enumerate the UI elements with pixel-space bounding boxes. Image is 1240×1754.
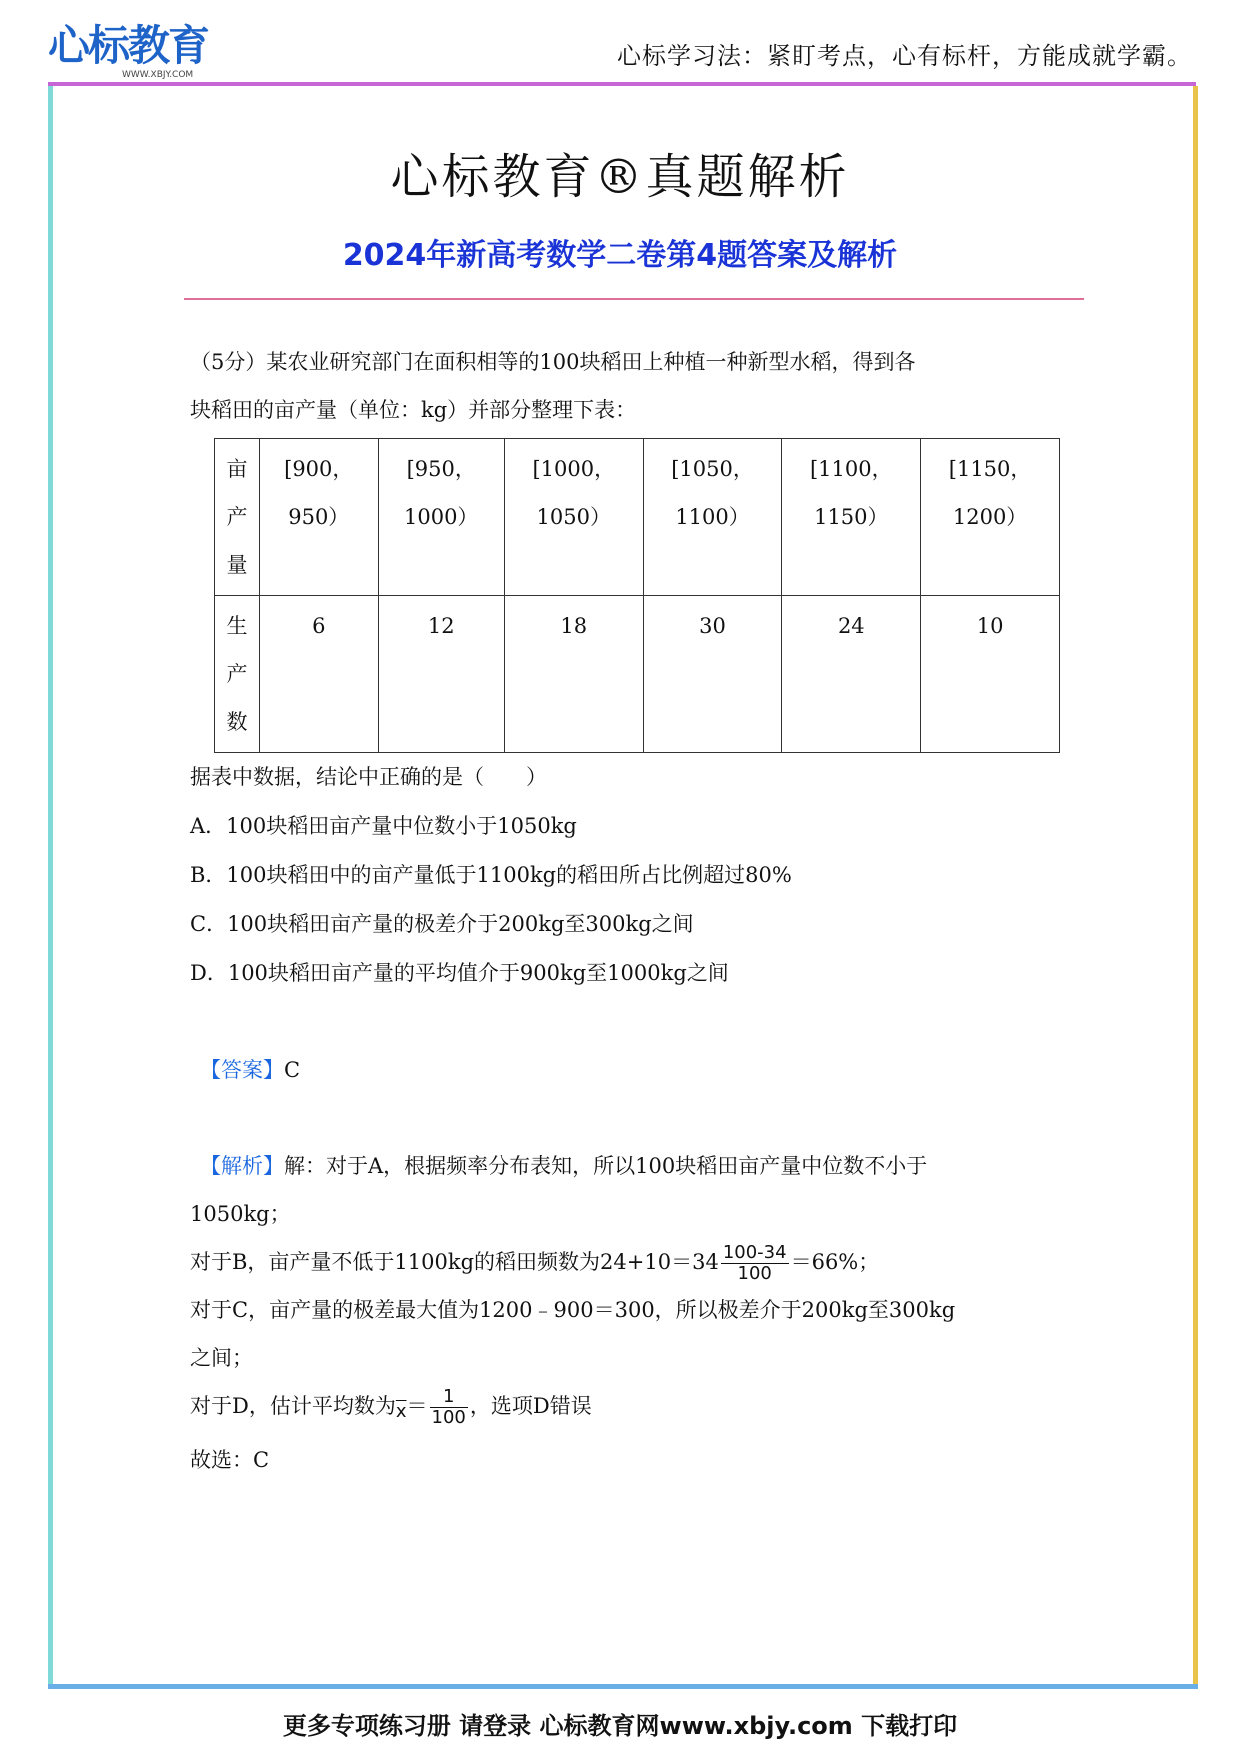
title-divider [184,298,1084,300]
option-a: A．100块稻田亩产量中位数小于1050kg [190,814,577,838]
table-cell: 24 [782,596,921,753]
options-list [190,753,1060,998]
table-row-header: 生 产 数 [215,596,260,753]
bottom-divider [48,1684,1198,1689]
table-cell: [1150， 1200） [921,439,1060,596]
table-cell: 10 [921,596,1060,753]
fraction: $\frac{1}{100}$ [431,1386,466,1428]
conclusion-line: 故选：C [190,1448,270,1472]
x-bar-symbol: $\overline{x}$ [395,1401,407,1422]
top-divider [48,82,1196,86]
analysis-line: 【解析】解：对于A，根据频率分布表知，所以100块稻田亩产量中位数不小于 [200,1154,928,1178]
page-title: 心标教育®真题解析 [390,149,850,205]
table-cell: [1100， 1150） [782,439,921,596]
page-subtitle: 2024年新高考数学二卷第4题答案及解析 [342,238,898,273]
right-border [1193,86,1198,1684]
option-c: C．100块稻田亩产量的极差介于200kg至300kg之间 [190,912,694,936]
table-cell: [1000， 1050） [504,439,643,596]
table-cell: 12 [378,596,504,753]
answer-value: C [284,1058,301,1082]
table-cell: 18 [504,596,643,753]
question-line: 块稻田的亩产量（单位：kg）并部分整理下表： [190,398,637,422]
table-cell: [900， 950） [260,439,379,596]
table-row [215,596,1060,753]
question-prompt: 据表中数据，结论中正确的是（ ） [190,765,547,789]
fraction: $\frac{100-34}{100}$ [722,1242,787,1284]
answer-label: 【答案】 [200,1058,284,1082]
footer-text: 更多专项练习册 请登录 心标教育网www.xbjy.com 下载打印 [282,1712,958,1740]
logo [48,21,218,84]
header-slogan: 心标学习法：紧盯考点，心有标杆，方能成就学霸。 [617,42,1192,70]
table-cell: [1050， 1100） [643,439,782,596]
table-cell: 30 [643,596,782,753]
table-cell: [950， 1000） [378,439,504,596]
analysis-line: 对于D，估计平均数为$\overline{x}=$ $\frac{1}{100}$ ，选项D错误 [190,1382,1060,1436]
table-row-header: 亩 产 量 [215,439,260,596]
logo-text: 心标教育 [48,21,209,70]
analysis-line: 对于B，亩产量不低于1100kg的稻田频数为24+10＝34 $\frac{100-34}{100}$ ＝66%； [190,1242,880,1284]
analysis-line: 对于C，亩产量的极差最大值为1200﹣900＝300，所以极差介于200kg至300kg [190,1298,956,1322]
option-d: D．100块稻田亩产量的平均值介于900kg至1000kg之间 [190,961,729,985]
logo-url: WWW.XBJY.COM [122,70,194,80]
table-cell: 6 [260,596,379,753]
document-body [190,338,1060,1484]
option-b: B．100块稻田中的亩产量低于1100kg的稻田所占比例超过80% [190,863,792,887]
question-line: （5分）某农业研究部门在面积相等的100块稻田上种植一种新型水稻，得到各 [190,350,916,374]
table-row [215,439,1060,596]
analysis-line: 1050kg； [190,1202,291,1226]
left-border [48,86,53,1684]
frequency-table [214,438,1060,753]
answer-line [190,1046,1060,1094]
analysis-label: 【解析】 [200,1154,284,1178]
analysis-line: 之间； [190,1346,253,1370]
